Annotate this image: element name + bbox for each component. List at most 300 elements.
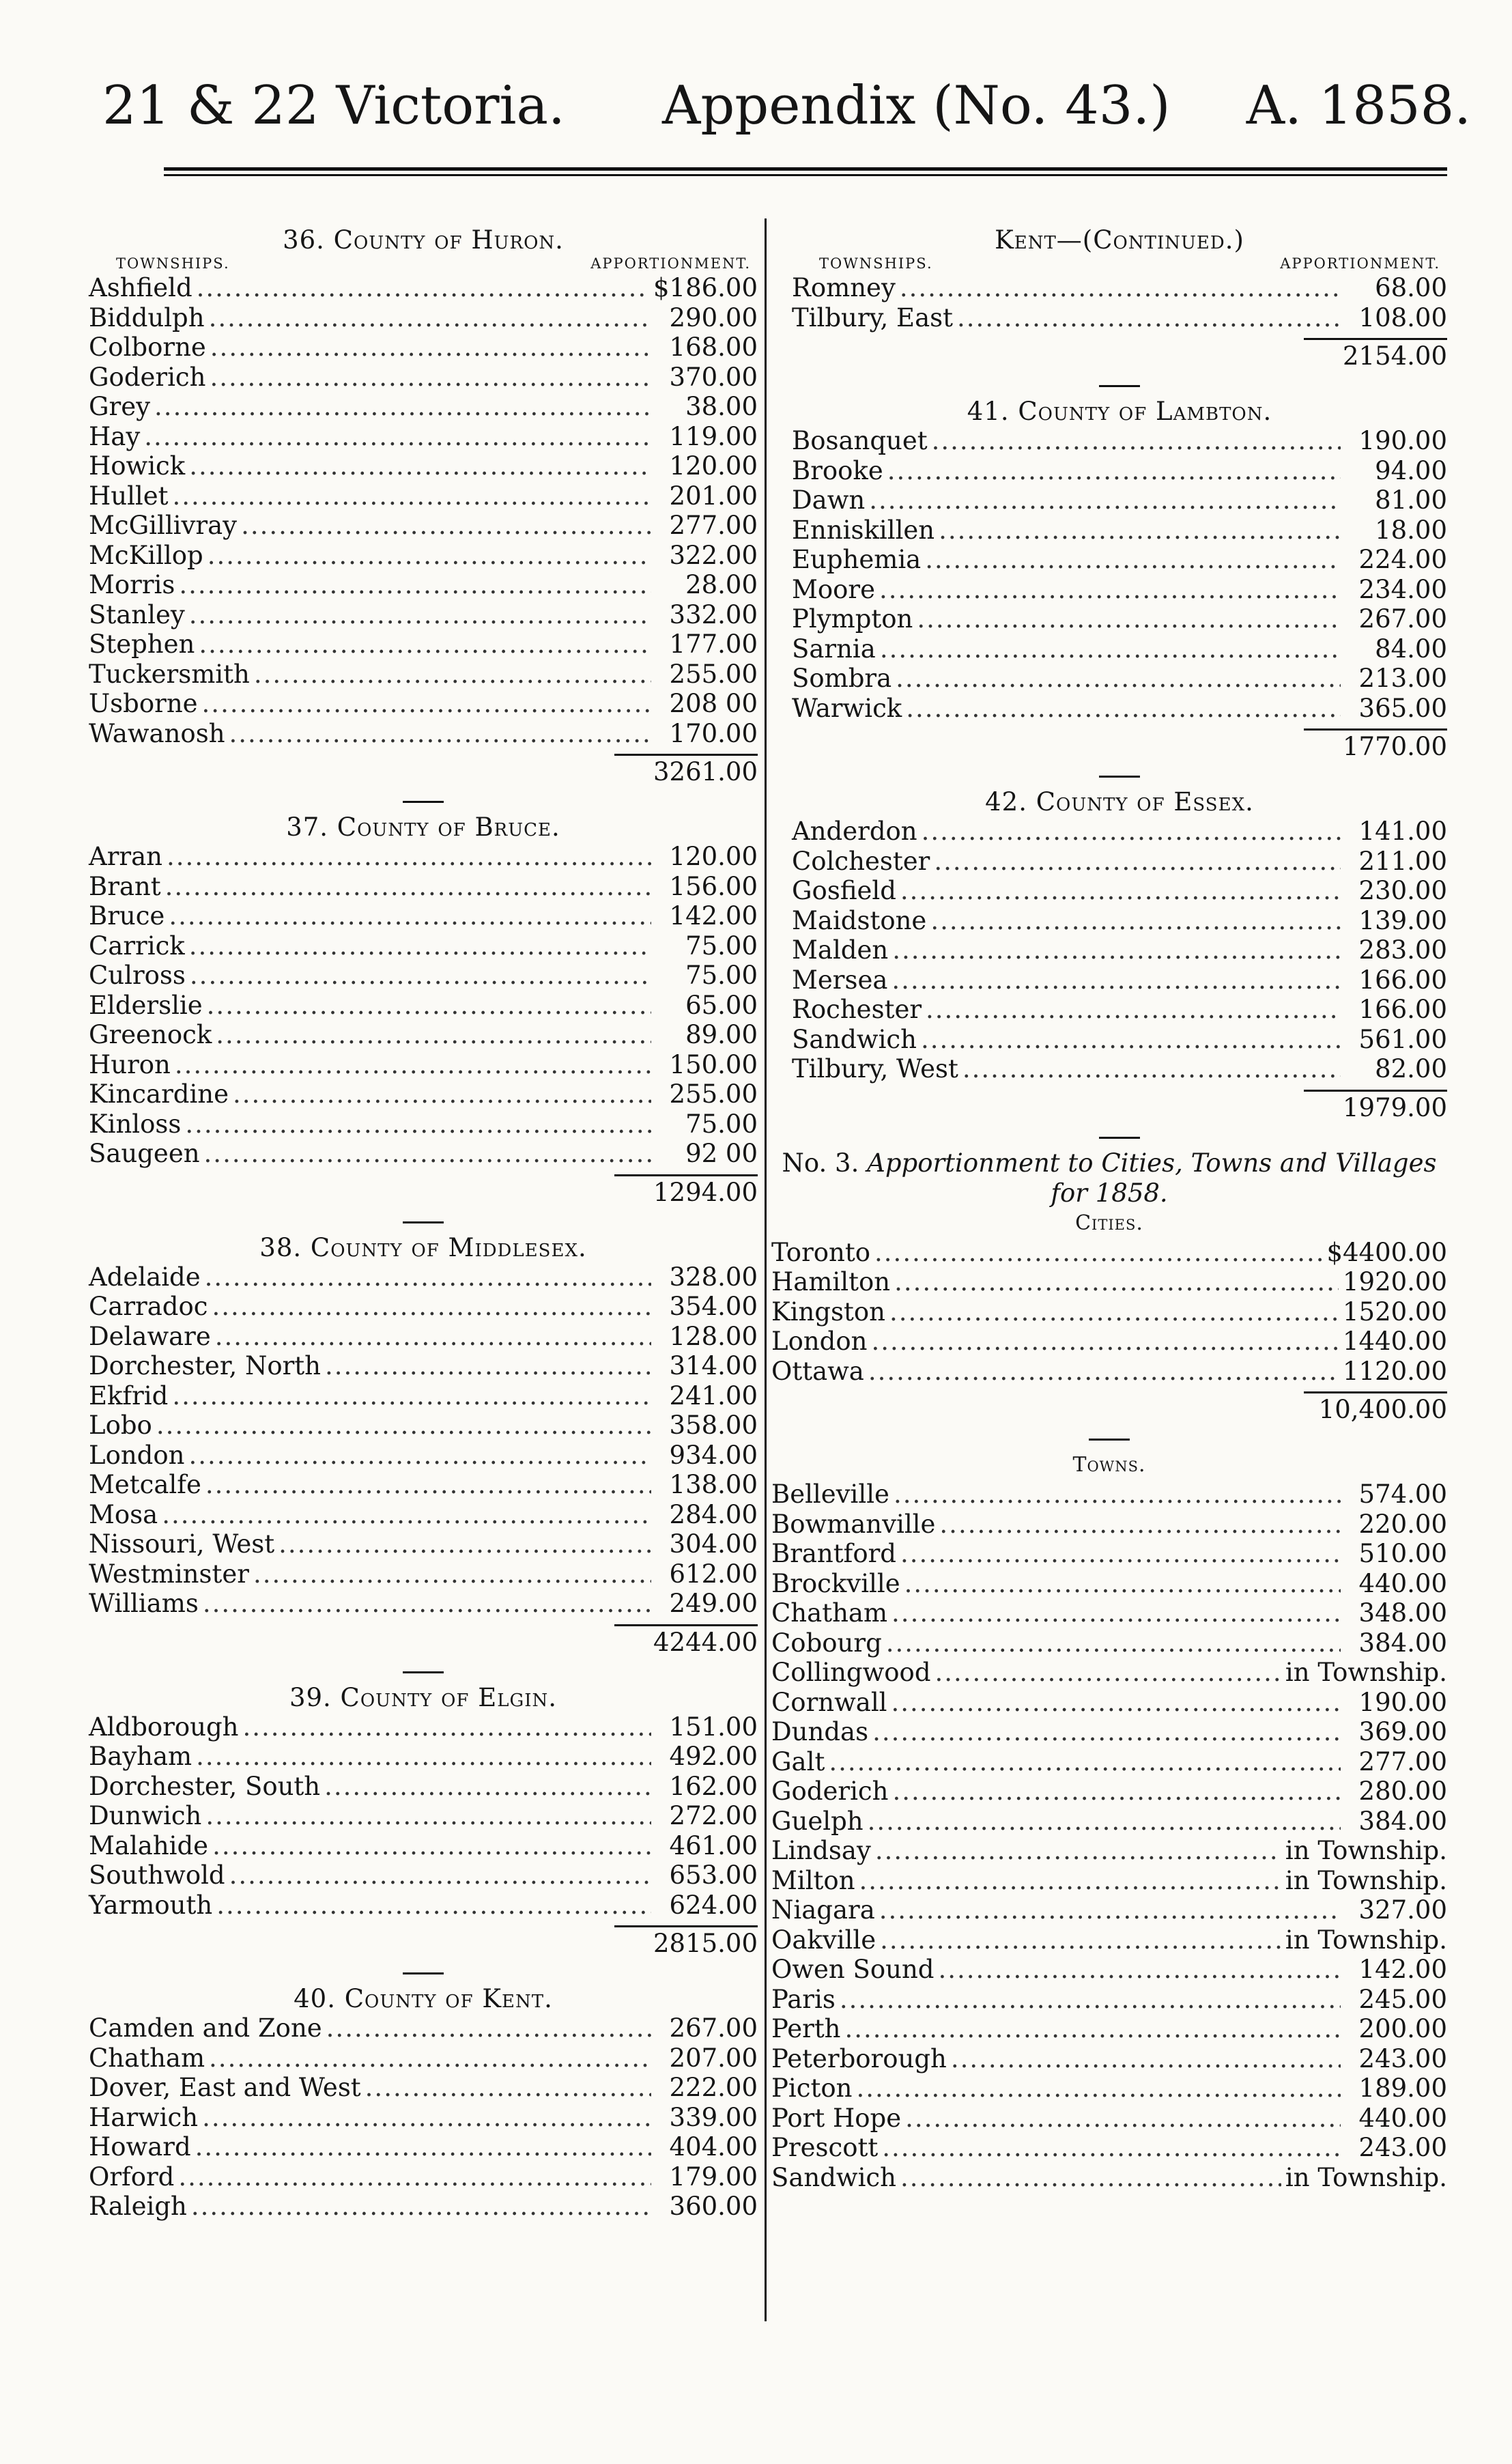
table-row: [89, 541, 758, 571]
table-row: [89, 392, 758, 422]
row-name: Kinloss: [89, 1109, 182, 1139]
header-session: 21 & 22 Victoria.: [102, 75, 565, 137]
leader-dots: [894, 1479, 1341, 1510]
row-name: Dundas: [771, 1717, 869, 1746]
row-value: 177.00: [669, 629, 758, 659]
row-name: Goderich: [771, 1776, 889, 1806]
table-row: [89, 2013, 758, 2043]
row-value: 249.00: [669, 1589, 758, 1618]
row-value: $4400.00: [1326, 1237, 1447, 1267]
leader-dots: [254, 660, 651, 690]
section-bruce: [89, 812, 758, 1223]
row-value: 277.00: [1358, 1746, 1447, 1776]
leader-dots: [886, 1628, 1341, 1658]
row-name: Kingston: [771, 1297, 885, 1327]
row-value: $186.00: [653, 273, 758, 302]
row-value: 267.00: [1358, 604, 1447, 634]
leader-dots: [173, 481, 651, 511]
table-row: [771, 1955, 1447, 1985]
table-row: [89, 1109, 758, 1139]
table-row: [89, 363, 758, 393]
row-name: Sandwich: [771, 2162, 896, 2192]
table-row: [792, 515, 1447, 546]
leader-dots: [205, 1262, 651, 1292]
table-row: [89, 1712, 758, 1742]
table-row: [792, 664, 1447, 694]
column-headers: [89, 255, 758, 273]
table-row: [792, 575, 1447, 605]
row-value: 207.00: [669, 2043, 758, 2073]
row-value: 290.00: [669, 302, 758, 332]
row-name: Perth: [771, 2014, 841, 2043]
row-name: Cobourg: [771, 1628, 882, 1658]
leader-dots: [845, 2014, 1341, 2044]
leader-dots: [202, 2103, 651, 2133]
section-title: 40. County of Kent.: [294, 1984, 553, 2013]
row-value: in Township.: [1285, 1836, 1447, 1865]
section-divider: [1099, 385, 1140, 387]
row-value: 230.00: [1358, 876, 1447, 905]
table-row: [89, 931, 758, 961]
leader-dots: [191, 2192, 651, 2222]
table-row: [771, 1866, 1447, 1896]
row-value: in Township.: [1285, 1925, 1447, 1955]
row-name: Stephen: [89, 629, 195, 659]
row-value: 255.00: [669, 659, 758, 689]
leader-dots: [922, 817, 1341, 847]
table-row: [89, 2132, 758, 2162]
row-name: Bayham: [89, 1742, 192, 1771]
leader-dots: [962, 1054, 1341, 1084]
row-value: 365.00: [1358, 693, 1447, 723]
leader-dots: [893, 1776, 1341, 1807]
leader-dots: [904, 1569, 1341, 1599]
leader-dots: [872, 1717, 1341, 1747]
leader-dots: [900, 1539, 1341, 1569]
leader-dots: [204, 1139, 651, 1169]
row-name: Brooke: [792, 455, 883, 485]
leader-dots: [165, 872, 651, 902]
row-value: 243.00: [1358, 2133, 1447, 2162]
row-name: Elderslie: [89, 990, 203, 1020]
leader-dots: [840, 1985, 1341, 2015]
row-value: 283.00: [1358, 935, 1447, 965]
table-row: [89, 1772, 758, 1802]
leader-dots: [891, 1598, 1341, 1628]
row-name: Maidstone: [792, 905, 927, 935]
leader-dots: [233, 1079, 651, 1109]
table-row: [771, 1297, 1447, 1327]
leader-dots: [859, 1866, 1281, 1896]
table-row: [89, 901, 758, 931]
row-value: 574.00: [1358, 1479, 1447, 1509]
leader-dots: [868, 1357, 1339, 1387]
table-row: [89, 1411, 758, 1441]
table-row: [89, 2073, 758, 2103]
leader-dots: [894, 1267, 1339, 1297]
leader-dots: [253, 1559, 651, 1589]
leader-dots: [197, 273, 649, 303]
section-total: 2815.00: [653, 1929, 758, 1958]
row-value: 120.00: [669, 451, 758, 481]
column-divider: [765, 218, 767, 2321]
leader-dots: [917, 604, 1341, 634]
leader-dots: [229, 719, 651, 749]
row-name: Peterborough: [771, 2043, 947, 2073]
section-total: 4244.00: [653, 1627, 758, 1657]
leader-dots: [169, 901, 651, 931]
row-name: Bosanquet: [792, 426, 928, 455]
row-value: 243.00: [1358, 2043, 1447, 2073]
row-name: Hay: [89, 421, 141, 451]
row-value: 332.00: [669, 599, 758, 629]
section-total: 2154.00: [1342, 341, 1447, 371]
row-value: 234.00: [1358, 574, 1447, 604]
row-name: Stanley: [89, 599, 185, 629]
table-row: [89, 660, 758, 690]
row-name: Carrick: [89, 931, 185, 961]
leader-dots: [172, 1381, 651, 1411]
section-elgin: [89, 1683, 758, 1975]
right-column: [771, 225, 1447, 2199]
row-name: Saugeen: [89, 1139, 200, 1168]
leader-dots: [906, 694, 1341, 724]
table-row: [792, 1025, 1447, 1055]
row-value: 561.00: [1358, 1024, 1447, 1054]
leader-dots: [209, 303, 651, 333]
table-row: [771, 2133, 1447, 2163]
row-name: Carradoc: [89, 1292, 208, 1321]
leader-dots: [891, 965, 1341, 995]
leader-dots: [179, 570, 651, 600]
row-name: Mersea: [792, 965, 888, 995]
table-row: [89, 961, 758, 991]
leader-dots: [900, 273, 1341, 303]
row-name: Raleigh: [89, 2192, 187, 2221]
table-row: [792, 935, 1447, 965]
table-row: [771, 1628, 1447, 1658]
row-name: Greenock: [89, 1020, 212, 1049]
table-row: [771, 2014, 1447, 2044]
leader-dots: [210, 332, 651, 363]
leader-dots: [175, 1050, 651, 1080]
table-row: [89, 570, 758, 600]
row-value: 314.00: [669, 1351, 758, 1380]
leader-dots: [829, 1747, 1341, 1777]
table-row: [89, 2103, 758, 2133]
leader-dots: [932, 426, 1341, 456]
row-value: 190.00: [1358, 426, 1447, 455]
row-name: Lindsay: [771, 1836, 871, 1865]
table-row: [771, 1539, 1447, 1569]
section-divider: [1099, 1137, 1140, 1139]
row-value: 128.00: [669, 1321, 758, 1351]
table-row: [89, 1559, 758, 1589]
row-name: Chatham: [771, 1598, 888, 1628]
row-value: 1120.00: [1342, 1356, 1447, 1386]
row-value: 150.00: [669, 1049, 758, 1079]
table-row: [792, 545, 1447, 575]
leader-dots: [203, 1589, 651, 1619]
table-row: [89, 1470, 758, 1500]
no3-prefix: No. 3.: [782, 1148, 859, 1178]
table-row: [89, 511, 758, 541]
leader-dots: [365, 2073, 651, 2103]
row-name: Warwick: [792, 693, 902, 723]
leader-dots: [190, 961, 651, 991]
leader-dots: [243, 1712, 651, 1742]
leader-dots: [229, 1860, 651, 1891]
table-row: [771, 1717, 1447, 1747]
leader-dots: [178, 2162, 651, 2192]
row-value: 75.00: [685, 931, 758, 961]
table-row: [89, 600, 758, 630]
row-name: Wawanosh: [89, 718, 225, 748]
table-row: [89, 1801, 758, 1831]
leader-dots: [874, 1238, 1322, 1268]
no3-heading: [771, 1148, 1447, 1178]
table-row: [771, 2104, 1447, 2134]
row-value: 75.00: [685, 961, 758, 990]
row-list: [792, 273, 1447, 332]
table-row: [771, 1510, 1447, 1540]
row-value: 213.00: [1358, 664, 1447, 693]
leader-dots: [925, 545, 1341, 575]
table-row: [792, 965, 1447, 995]
leader-dots: [889, 1297, 1339, 1327]
row-value: 327.00: [1358, 1895, 1447, 1925]
row-name: Biddulph: [89, 302, 205, 332]
section-total: 1770.00: [1342, 732, 1447, 761]
section-essex: [792, 787, 1447, 1139]
row-name: Toronto: [771, 1237, 871, 1267]
leader-dots: [188, 1441, 651, 1471]
row-list: [792, 426, 1447, 723]
leader-dots: [241, 511, 651, 541]
table-row: [792, 906, 1447, 936]
section-no3-apportionment: [771, 1148, 1447, 2193]
row-value: 384.00: [1358, 1628, 1447, 1658]
row-name: Malahide: [89, 1830, 209, 1860]
row-list: [89, 842, 758, 1169]
leader-dots: [934, 847, 1341, 877]
leader-dots: [326, 2013, 651, 2043]
table-row: [771, 1895, 1447, 1925]
table-row: [771, 1479, 1447, 1510]
row-name: Chatham: [89, 2043, 205, 2073]
row-name: Ashfield: [89, 273, 192, 302]
leader-dots: [207, 991, 651, 1021]
row-name: Orford: [89, 2162, 175, 2192]
table-row: [792, 876, 1447, 906]
leader-dots: [900, 2163, 1281, 2193]
leader-dots: [892, 935, 1341, 965]
table-row: [792, 1054, 1447, 1084]
row-value: 492.00: [669, 1742, 758, 1771]
leader-dots: [212, 1292, 652, 1322]
row-value: 280.00: [1358, 1776, 1447, 1806]
row-name: Brockville: [771, 1568, 900, 1598]
leader-dots: [879, 1895, 1341, 1925]
table-row: [771, 1238, 1447, 1268]
row-name: Kincardine: [89, 1079, 229, 1109]
row-value: 190.00: [1358, 1687, 1447, 1717]
table-row: [792, 694, 1447, 724]
row-value: 179.00: [669, 2162, 758, 2192]
table-row: [771, 1569, 1447, 1599]
table-row: [771, 1267, 1447, 1297]
leader-dots: [205, 1801, 651, 1831]
table-row: [771, 1776, 1447, 1807]
table-row: [771, 1925, 1447, 1955]
row-name: Mosa: [89, 1499, 158, 1529]
left-column: [89, 225, 758, 2228]
row-list: [771, 1238, 1447, 1387]
table-row: [771, 1357, 1447, 1387]
row-value: 28.00: [685, 570, 758, 599]
leader-dots: [162, 1500, 651, 1530]
column-headers: [792, 255, 1447, 273]
row-name: Yarmouth: [89, 1890, 213, 1920]
table-row: [89, 991, 758, 1021]
row-value: 370.00: [669, 362, 758, 392]
table-row: [89, 1139, 758, 1169]
row-name: Colborne: [89, 332, 206, 362]
section-title: 36. County of Huron.: [283, 225, 564, 255]
table-row: [89, 1262, 758, 1292]
table-row: [771, 1327, 1447, 1357]
row-name: Cornwall: [771, 1687, 887, 1717]
table-row: [89, 332, 758, 363]
row-value: 461.00: [669, 1830, 758, 1860]
row-value: 440.00: [1358, 2103, 1447, 2133]
row-name: London: [771, 1327, 868, 1356]
no3-year: for 1858.: [1051, 1178, 1168, 1208]
table-row: [89, 1831, 758, 1861]
leader-dots: [196, 1742, 651, 1772]
row-name: Tilbury, East: [792, 302, 953, 332]
row-value: 369.00: [1358, 1717, 1447, 1746]
table-row: [771, 1598, 1447, 1628]
table-row: [89, 689, 758, 719]
row-list: [771, 1479, 1447, 2192]
leader-dots: [856, 2073, 1341, 2104]
row-value: 384.00: [1358, 1806, 1447, 1836]
row-value: 108.00: [1358, 302, 1447, 332]
leader-dots: [185, 1109, 651, 1139]
row-value: 156.00: [669, 871, 758, 901]
section-title: 42. County of Essex.: [985, 787, 1254, 817]
row-value: 222.00: [669, 2073, 758, 2102]
section-title: 37. County of Bruce.: [286, 812, 560, 842]
row-value: 1520.00: [1342, 1297, 1447, 1327]
leader-dots: [144, 422, 651, 452]
row-value: 224.00: [1358, 545, 1447, 574]
table-row: [89, 481, 758, 511]
row-name: Lobo: [89, 1411, 152, 1440]
row-value: 624.00: [669, 1890, 758, 1920]
row-name: Malden: [792, 935, 889, 965]
leader-dots: [212, 1831, 651, 1861]
row-name: Enniskillen: [792, 515, 935, 545]
leader-dots: [871, 1327, 1339, 1357]
table-row: [771, 1836, 1447, 1866]
row-value: 168.00: [669, 332, 758, 362]
leader-dots: [951, 2044, 1341, 2074]
row-name: Howard: [89, 2132, 191, 2162]
row-value: 81.00: [1375, 485, 1447, 515]
table-row: [89, 1351, 758, 1381]
table-row: [89, 842, 758, 872]
apportionment-header: APPORTIONMENT.: [1280, 255, 1440, 272]
leader-dots: [900, 876, 1341, 906]
row-value: 348.00: [1358, 1598, 1447, 1628]
row-name: Belleville: [771, 1479, 889, 1509]
table-row: [771, 2163, 1447, 2193]
row-value: 220.00: [1358, 1509, 1447, 1539]
row-name: Euphemia: [792, 545, 922, 574]
towns-title: Towns.: [1072, 1453, 1146, 1477]
leader-dots: [167, 842, 651, 872]
table-row: [792, 485, 1447, 515]
row-list: [89, 2013, 758, 2222]
row-value: 328.00: [669, 1262, 758, 1292]
row-value: 241.00: [669, 1380, 758, 1411]
leader-dots: [875, 1836, 1281, 1866]
row-name: Gosfield: [792, 876, 896, 905]
section-title: 39. County of Elgin.: [289, 1682, 558, 1712]
header-rule: [164, 167, 1447, 176]
row-name: Guelph: [771, 1806, 864, 1836]
row-name: Usborne: [89, 689, 198, 718]
row-value: 440.00: [1358, 1568, 1447, 1598]
row-name: Tuckersmith: [89, 659, 250, 689]
row-name: Aldborough: [89, 1712, 239, 1742]
row-name: Huron: [89, 1049, 171, 1079]
section-total: 1294.00: [653, 1177, 758, 1207]
leader-dots: [938, 1955, 1341, 1985]
leader-dots: [921, 1025, 1341, 1055]
row-value: 354.00: [669, 1292, 758, 1321]
section-divider: [403, 1671, 444, 1673]
row-value: 119.00: [669, 421, 758, 451]
row-name: Galt: [771, 1746, 825, 1776]
table-row: [89, 2162, 758, 2192]
row-value: 934.00: [669, 1440, 758, 1470]
leader-dots: [880, 634, 1341, 664]
section-kent-continued: [792, 225, 1447, 387]
leader-dots: [195, 2132, 651, 2162]
table-row: [89, 303, 758, 333]
row-name: Delaware: [89, 1321, 211, 1351]
row-name: Dorchester, South: [89, 1771, 321, 1801]
table-row: [89, 1322, 758, 1352]
row-value: in Township.: [1285, 2162, 1447, 2192]
row-value: 65.00: [685, 990, 758, 1020]
leader-dots: [880, 1925, 1281, 1955]
row-value: 653.00: [669, 1860, 758, 1890]
leader-dots: [957, 303, 1341, 333]
table-row: [89, 1742, 758, 1772]
table-row: [89, 451, 758, 481]
table-row: [771, 1747, 1447, 1777]
row-list: [89, 1712, 758, 1921]
leader-dots: [205, 1470, 651, 1500]
table-row: [89, 422, 758, 452]
leader-dots: [905, 2104, 1341, 2134]
row-name: Dawn: [792, 485, 866, 515]
section-title: 38. County of Middlesex.: [259, 1232, 587, 1262]
